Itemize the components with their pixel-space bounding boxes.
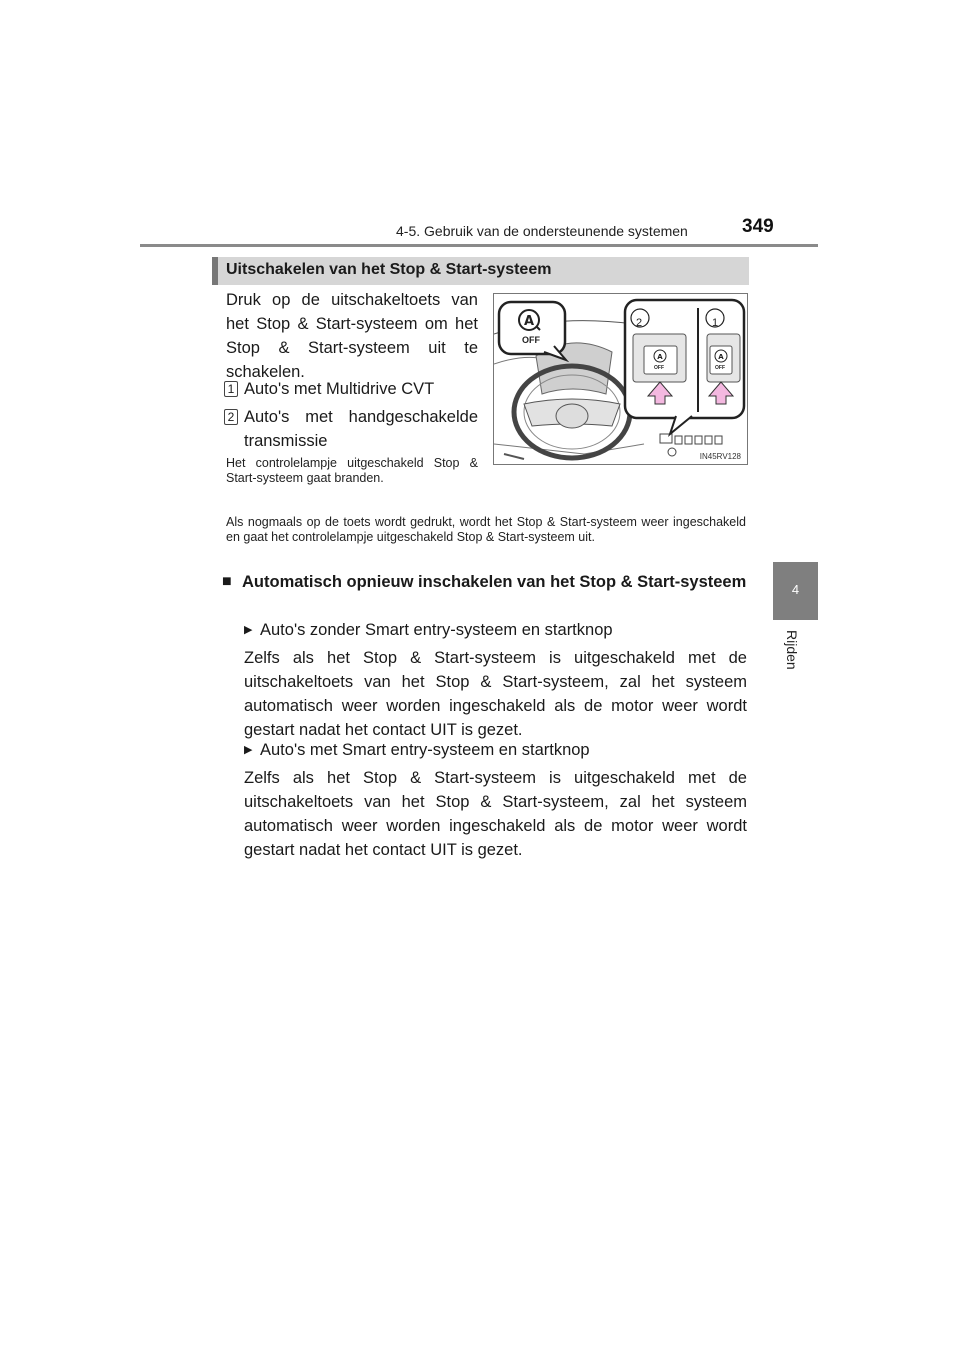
- chapter-label: Rijden: [784, 630, 800, 670]
- subsection-title: Automatisch opnieuw inschakelen van het Stop & Start-systeem: [242, 573, 747, 591]
- number-badge-1: 1: [224, 381, 238, 397]
- case-1-label-text: Auto's zonder Smart entry-systeem en startknop: [260, 621, 613, 639]
- svg-text:A: A: [718, 353, 724, 361]
- running-header-section: 4-5. Gebruik van de ondersteunende systemen: [396, 223, 688, 239]
- number-badge-2: 2: [224, 409, 238, 425]
- chapter-number: 4: [791, 582, 800, 597]
- dashboard-illustration: [494, 294, 747, 464]
- subsection-heading: [222, 570, 747, 594]
- numbered-item-2-text: Auto's met handgeschakelde transmissie: [244, 408, 478, 450]
- section-heading-accent: [212, 257, 218, 285]
- callout-number-2: 2: [636, 317, 643, 329]
- square-bullet-icon: ■: [222, 573, 232, 590]
- panel-button-off-label-2: OFF: [654, 365, 664, 371]
- section-heading-bar: [212, 257, 749, 285]
- case-1-label: [244, 618, 613, 642]
- figure-code: IN45RV128: [699, 452, 741, 461]
- numbered-item-1-text: Auto's met Multidrive CVT: [244, 380, 435, 398]
- chapter-tab: [773, 562, 818, 620]
- case-1-paragraph: Zelfs als het Stop & Start-systeem is uitgeschakeld met de uitschakeltoets van het Stop & Start-systeem, zal het systeem automatisch weer worden ingeschakeld als de motor weer wordt gestart nadat het contact UIT is gezet.: [244, 649, 747, 739]
- numbered-item-2: [226, 405, 478, 453]
- indicator-note: Het controlelampje uitgeschakeld Stop & Start-systeem gaat branden.: [226, 456, 478, 485]
- section-title: Uitschakelen van het Stop & Start-systeem: [226, 261, 552, 278]
- page-number: 349: [742, 216, 774, 237]
- svg-text:A: A: [657, 353, 663, 361]
- case-2-label-text: Auto's met Smart entry-systeem en startknop: [260, 741, 590, 759]
- panel-button-off-label-1: OFF: [715, 365, 725, 371]
- svg-text:A: A: [523, 314, 535, 329]
- case-2-paragraph: Zelfs als het Stop & Start-systeem is uitgeschakeld met de uitschakeltoets van het Stop & Start-systeem, zal het systeem automatisch weer worden ingeschakeld als de motor weer wordt gestart nadat het contact UIT is gezet.: [244, 769, 747, 859]
- arrow-bullet-icon: ▶: [244, 744, 253, 756]
- numbered-item-1: [226, 377, 478, 401]
- reactivate-note: Als nogmaals op de toets wordt gedrukt, wordt het Stop & Start-systeem weer ingeschakeld en gaat het controlelampje uitgeschakeld Stop & Start-systeem uit.: [226, 515, 746, 544]
- case-2-label: [244, 738, 590, 762]
- header-rule: [140, 244, 818, 247]
- lead-paragraph: Druk op de uitschakeltoets van het Stop & Start-systeem om het Stop & Start-systeem uit te schakelen.: [226, 291, 478, 381]
- dashboard-figure: [493, 293, 748, 465]
- arrow-bullet-icon: ▶: [244, 624, 253, 636]
- callout-number-1: 1: [712, 317, 719, 329]
- callout-badge-off-label: OFF: [522, 335, 540, 345]
